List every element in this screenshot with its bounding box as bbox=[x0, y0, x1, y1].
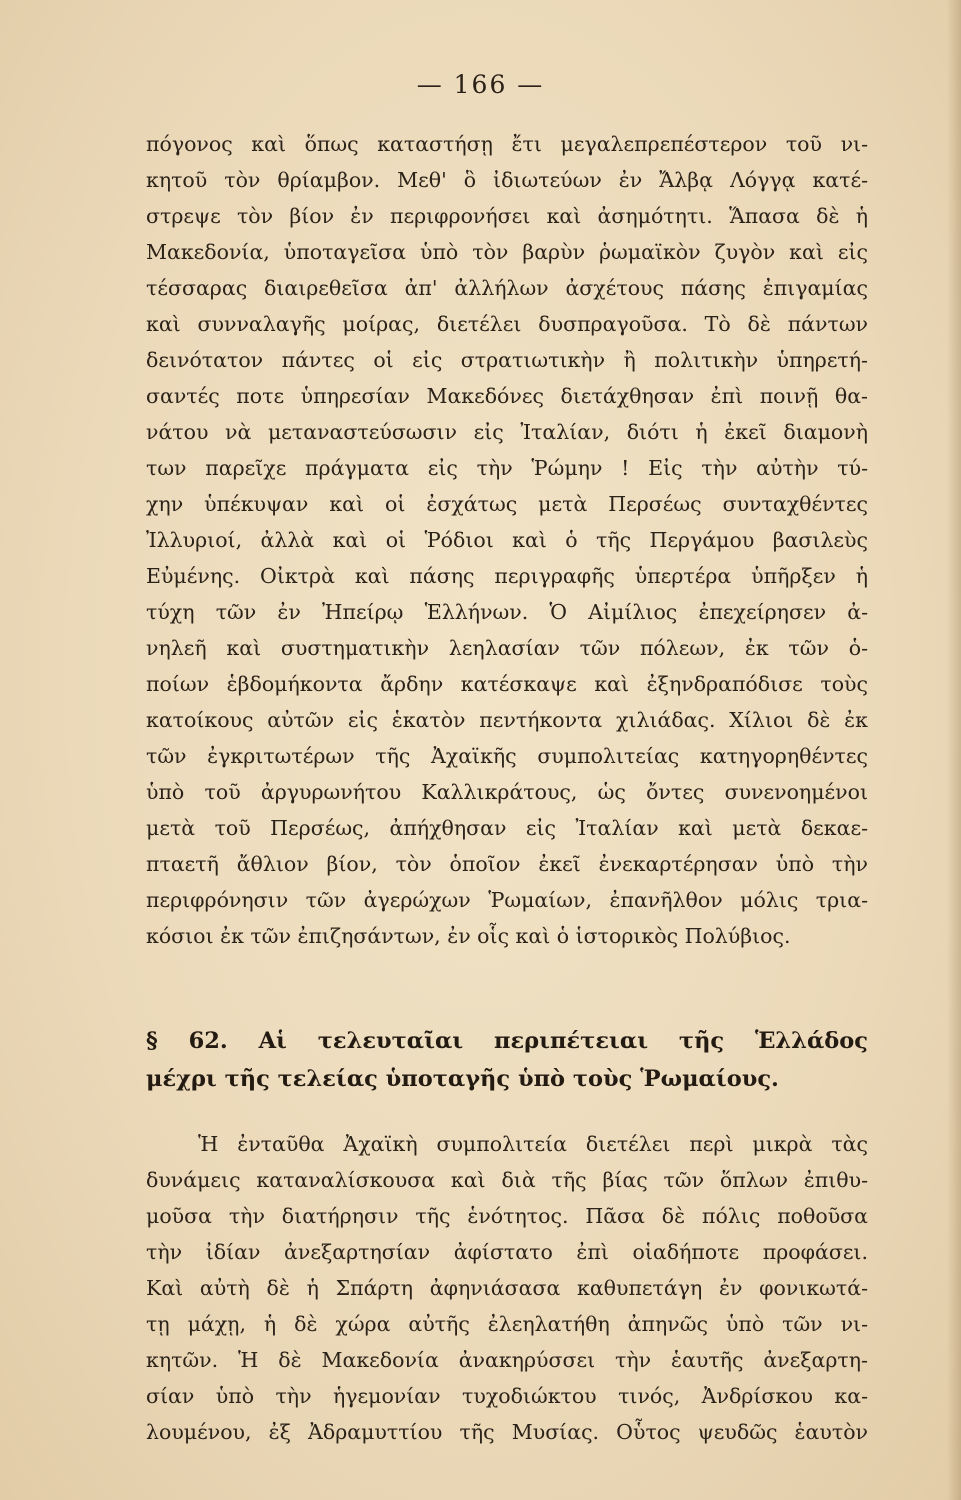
text-line: νηλεῆ καὶ συστηματικὴν λεηλασίαν τῶν πόλεων, ἐκ τῶν ὁ- bbox=[146, 636, 868, 660]
text-line: τύχη τῶν ἐν Ἠπείρῳ Ἑλλήνων. Ὁ Αἰμίλιος ἐπεχείρησεν ἀ- bbox=[146, 600, 868, 624]
page-number: — 166 — bbox=[416, 70, 545, 99]
text-line: πταετῆ ἄθλιον βίον, τὸν ὁποῖον ἐκεῖ ἐνεκαρτέρησαν ὑπὸ τὴν bbox=[146, 852, 868, 876]
text-line: Μακεδονία, ὑποταγεῖσα ὑπὸ τὸν βαρὺν ῥωμαϊκὸν ζυγὸν καὶ εἰς bbox=[146, 240, 868, 264]
text-line: στρεψε τὸν βίον ἐν περιφρονήσει καὶ ἀσημότητι. Ἅπασα δὲ ἡ bbox=[146, 204, 868, 228]
text-line: μοῦσα τὴν διατήρησιν τῆς ἑνότητος. Πᾶσα δὲ πόλις ποθοῦσα bbox=[146, 1204, 868, 1228]
text-line: σαντές ποτε ὑπηρεσίαν Μακεδόνες διετάχθησαν ἐπὶ ποινῇ θα- bbox=[146, 384, 868, 408]
text-line: νάτου νὰ μεταναστεύσωσιν εἰς Ἰταλίαν, διότι ἡ ἐκεῖ διαμονὴ bbox=[146, 420, 868, 444]
text-line: πόγονος καὶ ὅπως καταστήσῃ ἔτι μεγαλεπρεπέστερον τοῦ νι- bbox=[146, 132, 868, 156]
text-line: τέσσαρας διαιρεθεῖσα ἀπ' ἀλλήλων ἀσχέτους πάσης ἐπιγαμίας bbox=[146, 276, 868, 300]
text-line: κατοίκους αὐτῶν εἰς ἑκατὸν πεντήκοντα χιλιάδας. Χίλιοι δὲ ἐκ bbox=[146, 708, 868, 732]
text-line: τῃ μάχῃ, ἡ δὲ χώρα αὐτῆς ἐλεηλατήθη ἀπηνῶς ὑπὸ τῶν νι- bbox=[146, 1312, 868, 1336]
text-line: λουμένου, ἐξ Ἀδραμυττίου τῆς Μυσίας. Οὗτος ψευδῶς ἑαυτὸν bbox=[146, 1420, 868, 1444]
text-line: ποίων ἑβδομήκοντα ἄρδην κατέσκαψε καὶ ἐξηνδραπόδισε τοὺς bbox=[146, 672, 868, 696]
text-line: περιφρόνησιν τῶν ἀγερώχων Ῥωμαίων, ἐπανῆλθον μόλις τρια- bbox=[146, 888, 868, 912]
page-edge-shadow bbox=[947, 0, 961, 1500]
section-heading bbox=[146, 1022, 868, 1098]
text-line: μετὰ τοῦ Περσέως, ἀπήχθησαν εἰς Ἰταλίαν καὶ μετὰ δεκαε- bbox=[146, 816, 868, 840]
text-line: κόσιοι ἐκ τῶν ἐπιζησάντων, ἐν οἷς καὶ ὁ ἱστορικὸς Πολύβιος. bbox=[146, 924, 791, 948]
text-line: των παρεῖχε πράγματα εἰς τὴν Ῥώμην ! Εἰς τὴν αὐτὴν τύ- bbox=[146, 456, 868, 480]
text-line: σίαν ὑπὸ τὴν ἡγεμονίαν τυχοδιώκτου τινός, Ἀνδρίσκου κα- bbox=[146, 1384, 868, 1408]
text-line: κητῶν. Ἡ δὲ Μακεδονία ἀνακηρύσσει τὴν ἑαυτῆς ἀνεξαρτη- bbox=[146, 1348, 868, 1372]
text-line: ὑπὸ τοῦ ἀργυρωνήτου Καλλικράτους, ὡς ὄντες συνενοημένοι bbox=[146, 780, 868, 804]
heading-line: μέχρι τῆς τελείας ὑποταγῆς ὑπὸ τοὺς Ῥωμαίους. bbox=[146, 1066, 779, 1092]
text-line: τὴν ἰδίαν ἀνεξαρτησίαν ἀφίστατο ἐπὶ οἱαδήποτε προφάσει. bbox=[146, 1240, 868, 1264]
text-line: χην ὑπέκυψαν καὶ οἱ ἐσχάτως μετὰ Περσέως συνταχθέντες bbox=[146, 492, 868, 516]
text-line: δεινότατον πάντες οἱ εἰς στρατιωτικὴν ἢ πολιτικὴν ὑπηρετή- bbox=[146, 348, 868, 372]
text-line: δυνάμεις καταναλίσκουσα καὶ διὰ τῆς βίας τῶν ὅπλων ἐπιθυ- bbox=[146, 1168, 868, 1192]
text-line: καὶ συνναλαγῆς μοίρας, διετέλει δυσπραγοῦσα. Τὸ δὲ πάντων bbox=[146, 312, 868, 336]
text-line: κητοῦ τὸν θρίαμβον. Μεθ' ὃ ἰδιωτεύων ἐν Ἄλβᾳ Λόγγᾳ κατέ- bbox=[146, 168, 868, 192]
text-line: Εὐμένης. Οἰκτρὰ καὶ πάσης περιγραφῆς ὑπερτέρα ὑπῆρξεν ἡ bbox=[146, 564, 868, 588]
text-line: τῶν ἐγκριτωτέρων τῆς Ἀχαϊκῆς συμπολιτείας κατηγορηθέντες bbox=[146, 744, 868, 768]
text-line: Ἰλλυριοί, ἀλλὰ καὶ οἱ Ῥόδιοι καὶ ὁ τῆς Περγάμου βασιλεὺς bbox=[146, 528, 868, 552]
text-line: Ἡ ἐνταῦθα Ἀχαϊκὴ συμπολιτεία διετέλει περὶ μικρὰ τὰς bbox=[198, 1132, 868, 1156]
text-line: Καὶ αὐτὴ δὲ ἡ Σπάρτη ἀφηνιάσασα καθυπετάγη ἐν φονικωτά- bbox=[146, 1276, 868, 1300]
paragraph-1 bbox=[146, 126, 868, 954]
paragraph-2 bbox=[146, 1126, 868, 1450]
heading-line: § 62. Αἱ τελευταῖαι περιπέτειαι τῆς Ἑλλάδος bbox=[146, 1028, 868, 1054]
